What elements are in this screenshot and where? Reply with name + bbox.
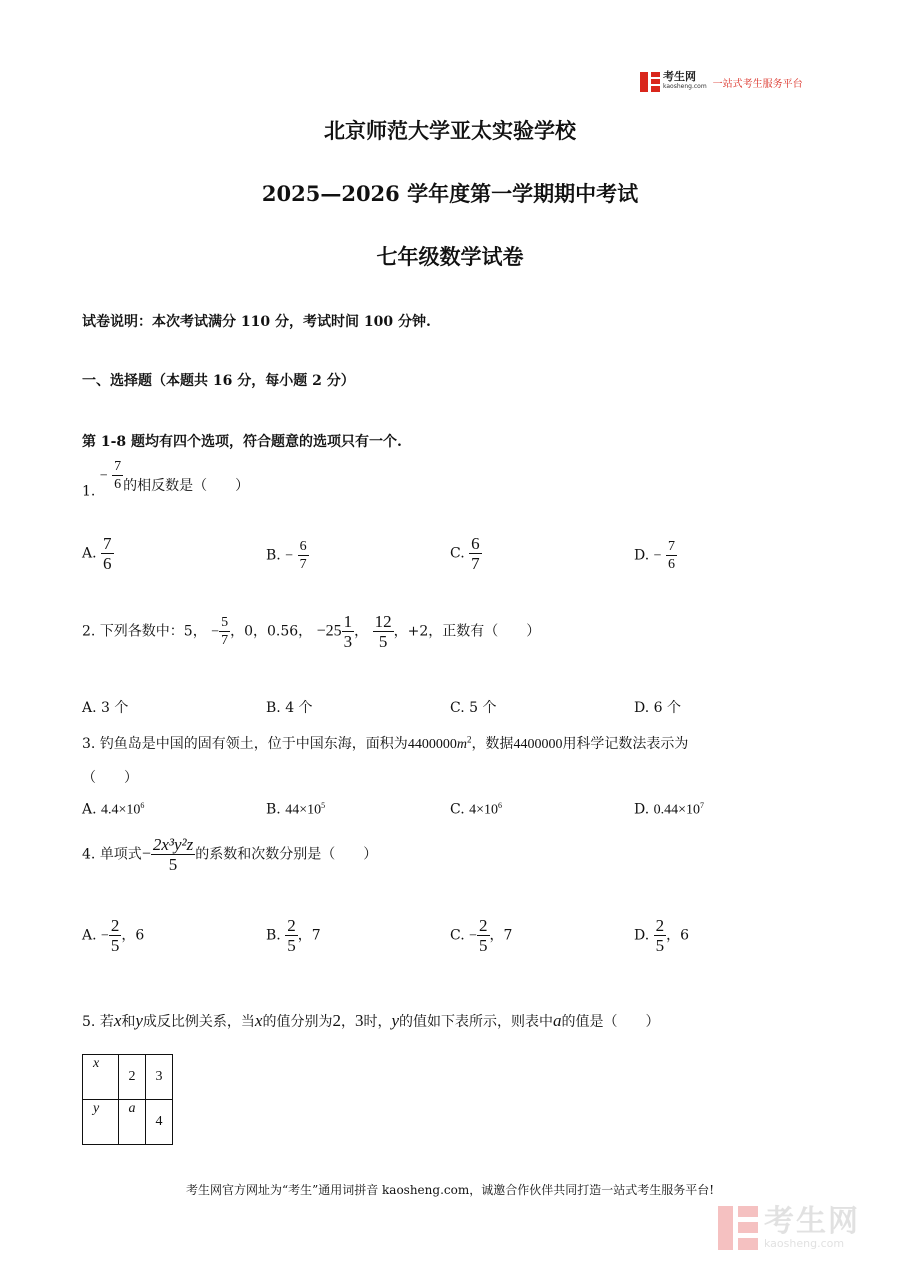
question-3: 3. 钓鱼岛是中国的固有领土，位于中国东海，面积为$4400000m^2$，数据4400000用科学记数法表示为 [82, 734, 689, 752]
q1-option-b[interactable]: B. − $\frac{6}{7}$ [266, 539, 307, 572]
question-5: 5. 若x和y成反比例关系，当x的值分别为2，3时，y的值如下表所示，则表中a的值是（ ） [82, 1011, 660, 1030]
q4-option-b[interactable]: B. $\frac{2}{5}$ ，7 [266, 916, 321, 955]
q3-option-a[interactable]: A. $4.4\times 10^6$ [82, 801, 145, 818]
q3-option-c[interactable]: C. $4\times 10^6$ [450, 801, 503, 818]
q2-mixed-fraction: $\frac{1}{3}$ [343, 612, 353, 651]
q4-option-c[interactable]: C. − $\frac{2}{5}$ ，7 [450, 916, 513, 955]
q4-monomial: $\frac{\text{2x³y²z}}{5}$ [152, 835, 194, 874]
logo-slogan: 一站式考生服务平台 [712, 78, 803, 90]
section1-heading: 一、选择题（本题共 16 分，每小题 2 分） [82, 373, 355, 389]
question-2: 2. 下列各数中：5， − $\frac{5}{7}$ ，0，0.56， −25 $\frac{1}{3}$ ， $\frac{12}{5}$ ，+2，正数有（ ） [82, 612, 541, 651]
q1-text: 的相反数是（ ） [123, 477, 250, 494]
school-title: 北京师范大学亚太实验学校 [324, 118, 576, 143]
q4-option-d[interactable]: D. $\frac{2}{5}$ ，6 [634, 916, 690, 955]
question-1 [82, 459, 250, 509]
q5-table [82, 1054, 173, 1145]
q2-fraction-1: $\frac{5}{7}$ [221, 615, 229, 648]
q1-number: 1. [82, 483, 96, 500]
watermark-logo-icon [718, 1206, 758, 1250]
q4-option-a[interactable]: A. − $\frac{2}{5}$ ，6 [82, 916, 145, 955]
paper-title: 七年级数学试卷 [376, 244, 524, 269]
watermark-cn: 考生网 [764, 1204, 860, 1239]
instructions: 试卷说明：本次考试满分 110 分，考试时间 100 分钟. [82, 314, 431, 330]
table-row: y a 4 [83, 1100, 173, 1145]
q1-sign: − [99, 468, 108, 484]
q1-fraction: $\frac{7}{6}$ [114, 459, 122, 492]
q2-option-b[interactable]: B. 4 个 [266, 700, 313, 716]
q2-option-c[interactable]: C. 5 个 [450, 700, 497, 716]
watermark-en: kaosheng.com [764, 1237, 845, 1250]
q2-number: 2. [82, 623, 96, 640]
kaosheng-logo-icon [640, 72, 660, 92]
section1-note: 第 1-8 题均有四个选项，符合题意的选项只有一个. [82, 434, 402, 450]
logo-cn: 考生网 [663, 70, 696, 83]
q2-option-d[interactable]: D. 6 个 [634, 700, 681, 716]
watermark [718, 1206, 860, 1250]
question-4: 4. 单项式− $\frac{\text{2x³y²z}}{5}$ 的系数和次数分别是（ ） [82, 835, 378, 874]
q1-option-d[interactable]: D. − $\frac{7}{6}$ [634, 539, 675, 572]
header-logo [640, 72, 803, 92]
q3-option-b[interactable]: B. $44\times 10^5$ [266, 801, 326, 818]
q3-blank: （ ） [82, 770, 138, 786]
q1-option-c[interactable]: C. $\frac{6}{7}$ [450, 534, 480, 573]
exam-title: 2025—2026 学年度第一学期期中考试 [261, 181, 639, 206]
logo-en: kaosheng.com [663, 83, 707, 90]
q1-option-a[interactable]: A. $\frac{7}{6}$ [82, 534, 112, 573]
footer-text: 考生网官方网址为“考生”通用词拼音 kaosheng.com，诚邀合作伙伴共同打造一站式考生服务平台! [185, 1183, 715, 1197]
table-row: x 2 3 [83, 1055, 173, 1100]
q2-option-a[interactable]: A. 3 个 [82, 700, 129, 716]
q3-option-d[interactable]: D. $0.44\times 10^7$ [634, 801, 705, 818]
q2-fraction-3: $\frac{12}{5}$ [374, 612, 392, 651]
